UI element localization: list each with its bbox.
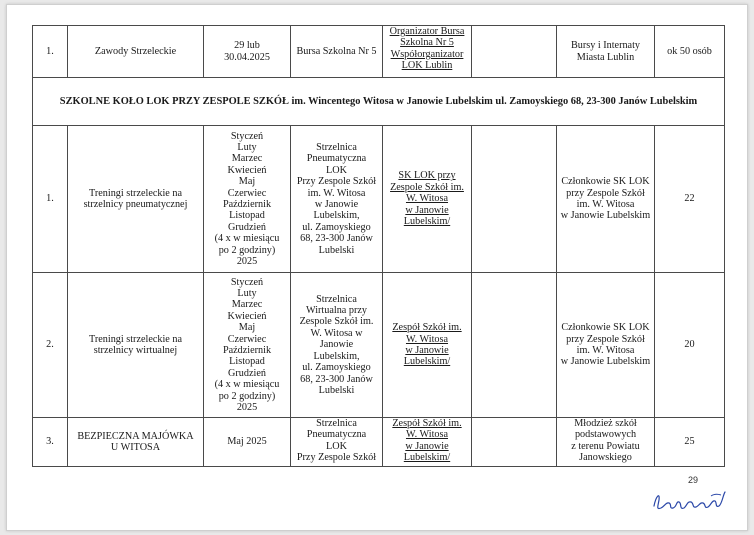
cell-line: Luty (237, 141, 257, 153)
event-organizer (383, 126, 472, 273)
cell-line: w Janowie Lubelskim (560, 356, 651, 368)
participant-count: 20 (655, 273, 725, 418)
cell-line: (4 x w miesiącu (214, 233, 280, 245)
event-participants (557, 26, 655, 78)
cell-line: Marzec (231, 299, 263, 311)
cell-line: Kwiecień (227, 164, 267, 176)
cell-line: LOK (326, 164, 347, 176)
event-organizer (383, 26, 472, 78)
cell-line: Maj (238, 322, 256, 334)
cell-line: Czerwiec (227, 187, 267, 199)
row-number: 2. (33, 273, 68, 418)
cell-line: Zespole Szkół im. (390, 181, 464, 193)
cell-line: przy Zespole Szkół (566, 187, 645, 199)
participant-count: ok 50 osób (655, 26, 725, 78)
cell-line: im. W. Witosa (307, 187, 366, 199)
cell-line: przy Zespole Szkół (566, 333, 645, 345)
section-heading-row (33, 78, 725, 126)
event-date (204, 126, 291, 273)
cell-line: Listopad (229, 210, 265, 222)
cell-line: podstawowych (574, 429, 637, 441)
cell-line: w Janowie (405, 204, 449, 216)
cell-line: im. W. Witosa (576, 345, 635, 356)
row-number: 1. (33, 126, 68, 273)
cell-line: Zespole Szkół im. (299, 316, 374, 328)
cell-line: w Janowie (405, 345, 449, 356)
cell-line: Lubelskim, (313, 350, 360, 362)
cell-line: Strzelnica (316, 418, 357, 429)
cell-line: U WITOSA (110, 442, 161, 453)
empty-cell (472, 273, 557, 418)
cell-line: w Janowie (405, 440, 449, 452)
cell-line: Organizator Bursa (389, 26, 465, 37)
cell-line: Grudzień (228, 367, 266, 379)
cell-line: Wirtualna przy (306, 305, 367, 317)
cell-line: Bursy i Internaty (570, 40, 641, 52)
cell-line: W. Witosa (405, 429, 449, 441)
event-name (68, 418, 204, 467)
cell-line: Marzec (231, 153, 263, 165)
event-place: Bursa Szkolna Nr 5 (291, 26, 383, 78)
cell-line: 68, 23-300 Janów (300, 373, 373, 385)
cell-line: 29 lub (234, 40, 260, 52)
cell-line: Treningi strzeleckie na (89, 333, 182, 345)
cell-line: Maj (238, 176, 256, 188)
cell-line: W. Witosa (405, 333, 449, 345)
cell-line: Janowie (319, 339, 354, 351)
row-number: 3. (33, 418, 68, 467)
cell-line: Treningi strzeleckie na (89, 187, 182, 199)
event-participants (557, 418, 655, 467)
cell-line: Pneumatyczna (306, 429, 367, 441)
cell-line: Młodzież szkół (574, 418, 637, 429)
cell-line: Lubelski (318, 384, 355, 396)
empty-cell (472, 126, 557, 273)
table-row (33, 126, 725, 273)
cell-line: LOK Lublin (401, 60, 453, 72)
cell-line: ul. Zamoyskiego (302, 221, 371, 233)
event-participants (557, 126, 655, 273)
cell-line: Kwiecień (227, 310, 267, 322)
participant-count: 22 (655, 126, 725, 273)
cell-line: Strzelnica (316, 293, 357, 305)
page-number: 29 (688, 475, 699, 485)
event-place (291, 273, 383, 418)
cell-line: Zespół Szkół im. (392, 322, 462, 334)
cell-line: Październik (222, 199, 272, 210)
cell-line: Grudzień (228, 221, 266, 233)
cell-line: w Janowie Lubelskim (560, 210, 651, 222)
table-row (33, 418, 725, 467)
empty-cell (472, 26, 557, 78)
section-heading: SZKOLNE KOŁO LOK PRZY ZESPOLE SZKÓŁ im. Wincentego Witosa w Janowie Lubelskim ul. Zamoyskiego 68, 23-300 Janów Lubelskim (33, 78, 725, 126)
cell-line: (4 x w miesiącu (214, 379, 280, 391)
cell-line: Zespół Szkół im. (392, 418, 462, 429)
cell-line: 30.04.2025 (224, 51, 270, 63)
cell-line: Lubelskim/ (403, 216, 451, 228)
document-page (6, 4, 748, 531)
cell-line: Listopad (229, 356, 265, 368)
event-place (291, 418, 383, 467)
participant-count: 25 (655, 418, 725, 467)
event-organizer (383, 273, 472, 418)
cell-line: Janowskiego (579, 452, 632, 464)
event-name (68, 126, 204, 273)
event-organizer (383, 418, 472, 467)
cell-line: 2025 (236, 402, 258, 414)
cell-line: Lubelskim/ (403, 452, 451, 464)
cell-line: Lubelskim, (313, 210, 360, 222)
cell-line: Członkowie SK LOK (561, 176, 650, 188)
event-date: Maj 2025 (204, 418, 291, 467)
event-date (204, 273, 291, 418)
cell-line: LOK (326, 440, 347, 452)
cell-line: 68, 23-300 Janów (300, 233, 373, 245)
table-row (33, 26, 725, 78)
handwritten-signature (651, 486, 731, 514)
cell-line: po 2 godziny) (218, 244, 276, 256)
cell-line: Strzelnica (316, 141, 357, 153)
cell-line: w Janowie (314, 199, 359, 210)
cell-line: Przy Zespole Szkół (296, 176, 377, 188)
cell-line: Miasta Lublin (576, 51, 635, 63)
cell-line: W. Witosa (405, 193, 449, 205)
cell-line: W. Witosa w (310, 327, 363, 339)
cell-line: Lubelski (318, 244, 355, 256)
cell-line: Luty (237, 287, 257, 299)
cell-line: Styczeń (230, 130, 264, 142)
cell-line: strzelnicy wirtualnej (93, 345, 178, 356)
event-name (68, 273, 204, 418)
cell-line: Lubelskim/ (403, 356, 451, 368)
table-row (33, 273, 725, 418)
cell-line: 2025 (236, 256, 258, 268)
empty-cell (472, 418, 557, 467)
cell-line: Przy Zespole Szkół (296, 452, 377, 464)
cell-line: Czerwiec (227, 333, 267, 345)
cell-line: strzelnicy pneumatycznej (83, 199, 188, 210)
event-place (291, 126, 383, 273)
event-participants (557, 273, 655, 418)
cell-line: Pneumatyczna (306, 153, 367, 165)
cell-line: Członkowie SK LOK (561, 322, 650, 334)
cell-line: z terenu Powiatu (571, 440, 640, 452)
event-name: Zawody Strzeleckie (68, 26, 204, 78)
cell-line: im. W. Witosa (576, 199, 635, 210)
event-date (204, 26, 291, 78)
cell-line: Szkolna Nr 5 (400, 37, 454, 49)
cell-line: ul. Zamoyskiego (302, 362, 371, 374)
cell-line: SK LOK przy (398, 170, 456, 182)
cell-line: po 2 godziny) (218, 390, 276, 402)
cell-line: Współorganizator (390, 48, 464, 60)
cell-line: Październik (222, 345, 272, 356)
cell-line: Styczeń (230, 276, 264, 288)
row-number: 1. (33, 26, 68, 78)
cell-line: BEZPIECZNA MAJÓWKA (77, 430, 194, 442)
events-table (32, 25, 725, 467)
